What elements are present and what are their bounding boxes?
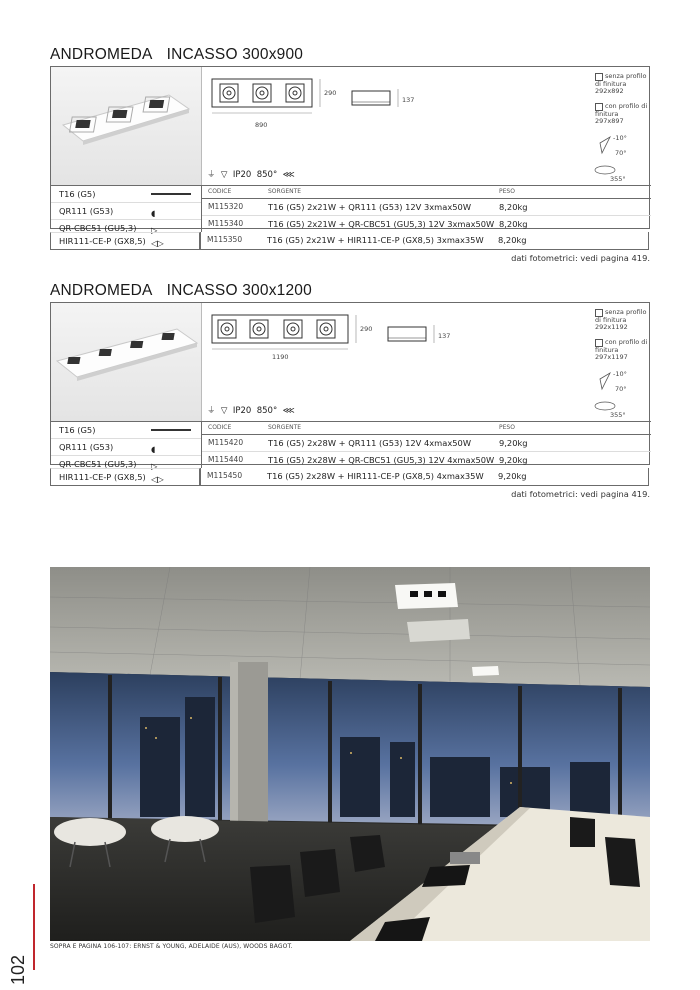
weight: 8,20kg <box>498 235 527 245</box>
light-source: T16 (G5) 2x28W + HIR111-CE-P (GX8,5) 4xmax35W <box>267 471 484 481</box>
fire-mark-icon: ⋘ <box>282 406 295 416</box>
profile-with-size: 297x1197 <box>595 353 628 361</box>
rotation: 355° <box>610 175 626 183</box>
table-header <box>202 422 651 435</box>
page-number: 102 <box>8 954 28 985</box>
conference-room-image <box>50 567 650 941</box>
table-row <box>202 216 651 232</box>
photometric-note: dati fotometrici: vedi pagina 419. <box>511 253 650 263</box>
profile-with-size: 297x897 <box>595 117 624 125</box>
light-source: T16 (G5) 2x21W + HIR111-CE-P (GX8,5) 3xmax35W <box>267 235 484 245</box>
lamp-type-label: T16 (G5) <box>59 189 96 199</box>
dim-width: 1190 <box>272 353 289 361</box>
profile-legend-none <box>595 309 651 331</box>
lamp-type-label: QR-CBC51 (GU5,3) <box>59 459 137 469</box>
product-section-1 <box>50 46 650 266</box>
lamp-type-label: QR-CBC51 (GU5,3) <box>59 223 137 233</box>
photo-caption: SOPRA E PAGINA 106-107: ERNST & YOUNG, ADELAIDE (AUS), WOODS BAGOT. <box>50 943 293 950</box>
product-card <box>50 302 650 471</box>
product-section-2 <box>50 282 650 502</box>
lamp-type-row <box>51 186 201 203</box>
photometric-note: dati fotometrici: vedi pagina 419. <box>511 489 650 499</box>
product-table-extra <box>200 468 649 486</box>
dichroic-lamp-icon: ▷ <box>151 461 158 471</box>
profile-with-label: con profilo di finitura <box>595 338 648 354</box>
header-source: SORGENTE <box>268 188 302 195</box>
lamp-type-row <box>51 469 199 485</box>
product-variant: INCASSO 300x1200 <box>166 282 312 299</box>
header-source: SORGENTE <box>268 424 302 431</box>
f-mark-icon: ▽ <box>220 170 228 180</box>
profile-none-label: senza profilo di finitura <box>595 308 647 324</box>
ground-icon: ⏚ <box>207 406 216 416</box>
product-table <box>201 421 651 468</box>
ip-rating: IP20 <box>232 170 252 180</box>
lamp-type-row <box>51 233 199 249</box>
product-name: ANDROMEDA <box>50 282 153 299</box>
ground-icon: ⏚ <box>207 170 216 180</box>
light-source: T16 (G5) 2x21W + QR111 (G53) 12V 3xmax50W <box>268 202 472 212</box>
product-code: M115340 <box>208 219 244 228</box>
weight: 8,20kg <box>499 202 528 212</box>
dim-width: 890 <box>255 121 268 129</box>
light-source: T16 (G5) 2x28W + QR111 (G53) 12V 4xmax50W <box>268 438 472 448</box>
product-code: M115420 <box>208 438 244 447</box>
halogen-ir-lamp-icon: ◁▷ <box>151 238 164 248</box>
lamp-type-label: QR111 (G53) <box>59 442 114 452</box>
light-source: T16 (G5) 2x21W + QR-CBC51 (GU5,3) 12V 3xmax50W <box>268 219 495 229</box>
product-code: M115320 <box>208 202 244 211</box>
product-variant: INCASSO 300x900 <box>166 46 304 63</box>
fluorescent-tube-icon <box>151 188 191 200</box>
product-table <box>201 185 651 232</box>
profile-none-size: 292x892 <box>595 87 624 95</box>
dichroic-lamp-icon: ▷ <box>151 225 158 235</box>
lamp-type-label: T16 (G5) <box>59 425 96 435</box>
tilt-top: -10° <box>613 134 627 142</box>
product-code: M115350 <box>207 235 243 244</box>
dim-depth: 290 <box>324 89 337 97</box>
light-source: T16 (G5) 2x28W + QR-CBC51 (GU5,3) 12V 4xmax50W <box>268 455 495 465</box>
fire-mark-icon: ⋘ <box>282 170 295 180</box>
recessed-fixture-image <box>51 67 201 185</box>
lamp-type-row <box>51 422 201 439</box>
rotation: 355° <box>610 411 626 419</box>
header-code: CODICE <box>208 188 232 195</box>
header-weight: PESO <box>499 188 515 195</box>
tilt-bottom: 70° <box>615 385 627 393</box>
product-code: M115440 <box>208 455 244 464</box>
spec-icons-row <box>207 168 295 180</box>
profile-with-label: con profilo di finitura <box>595 102 648 118</box>
ip-rating: IP20 <box>232 406 252 416</box>
f-mark-icon: ▽ <box>220 406 228 416</box>
product-name: ANDROMEDA <box>50 46 153 63</box>
recessed-fixture-image <box>51 303 201 421</box>
reflector-lamp-icon: ◖ <box>151 444 156 454</box>
table-row <box>202 452 651 468</box>
table-row <box>201 232 648 248</box>
lamp-type-label: HIR111-CE-P (GX8,5) <box>59 236 146 246</box>
profile-none-label: senza profilo di finitura <box>595 72 647 88</box>
lamp-type-label: HIR111-CE-P (GX8,5) <box>59 472 146 482</box>
weight: 8,20kg <box>499 219 528 229</box>
lamp-type-row <box>51 203 201 220</box>
table-row <box>202 199 651 216</box>
lamp-type-list-extra <box>50 468 200 486</box>
section-title <box>50 282 312 300</box>
tilt-top: -10° <box>613 370 627 378</box>
halogen-ir-lamp-icon: ◁▷ <box>151 474 164 484</box>
lamp-type-list-extra <box>50 232 200 250</box>
product-photo <box>51 67 201 185</box>
lamp-type-row <box>51 439 201 456</box>
dim-height: 137 <box>438 332 451 340</box>
profile-legend-none <box>595 73 651 95</box>
fluorescent-tube-icon <box>151 424 191 436</box>
spec-icons-row <box>207 404 295 416</box>
product-table-extra <box>200 232 649 250</box>
office-photo <box>50 567 650 941</box>
weight: 9,20kg <box>498 471 527 481</box>
profile-legend-with <box>595 339 651 361</box>
tilt-bottom: 70° <box>615 149 627 157</box>
table-header <box>202 186 651 199</box>
weight: 9,20kg <box>499 455 528 465</box>
lamp-type-list <box>51 185 201 236</box>
header-weight: PESO <box>499 424 515 431</box>
profile-legend-with <box>595 103 651 125</box>
table-row <box>201 468 648 484</box>
reflector-lamp-icon: ◖ <box>151 208 156 218</box>
table-row <box>202 435 651 452</box>
dim-depth: 290 <box>360 325 373 333</box>
product-code: M115450 <box>207 471 243 480</box>
lamp-type-list <box>51 421 201 472</box>
product-card <box>50 66 650 235</box>
header-code: CODICE <box>208 424 232 431</box>
dim-height: 137 <box>402 96 415 104</box>
lamp-type-label: QR111 (G53) <box>59 206 114 216</box>
product-photo <box>51 303 201 421</box>
glow-wire-temp: 850° <box>256 406 278 416</box>
accent-bar <box>33 884 35 970</box>
weight: 9,20kg <box>499 438 528 448</box>
glow-wire-temp: 850° <box>256 170 278 180</box>
profile-none-size: 292x1192 <box>595 323 628 331</box>
section-title <box>50 46 303 64</box>
